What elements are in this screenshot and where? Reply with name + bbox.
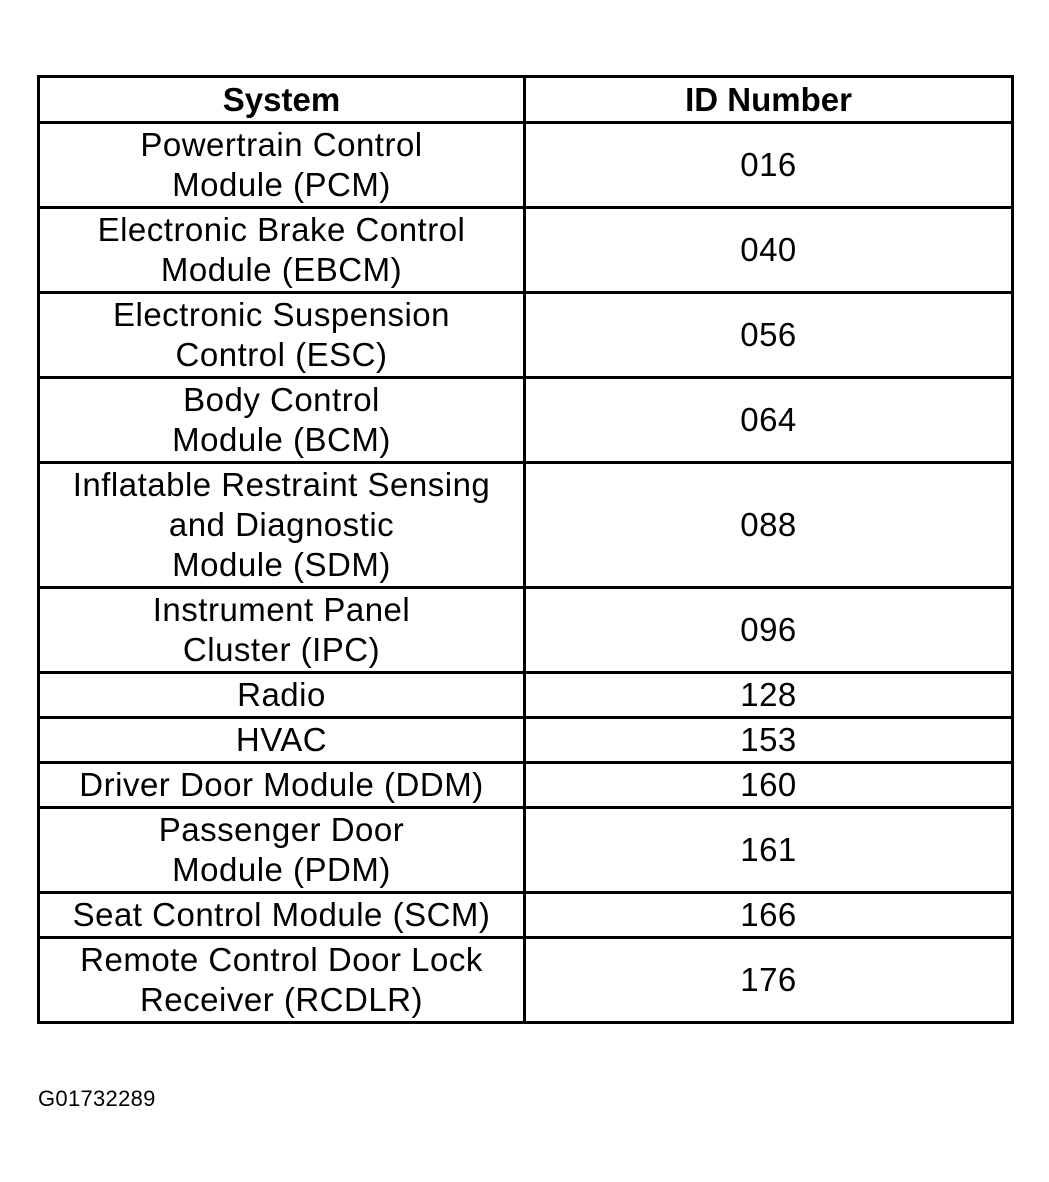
system-cell: [39, 763, 525, 808]
table-row: [39, 673, 1013, 718]
system-cell: [39, 208, 525, 293]
table-row: [39, 893, 1013, 938]
id-cell: 166: [525, 893, 1013, 938]
system-cell: [39, 293, 525, 378]
system-cell: [39, 463, 525, 588]
module-id-table: [37, 75, 1014, 1024]
system-line: Electronic Brake Control: [97, 211, 466, 248]
id-cell: 056: [525, 293, 1013, 378]
system-line: Instrument Panel: [152, 591, 411, 628]
system-cell: [39, 893, 525, 938]
table-row: [39, 293, 1013, 378]
table-row: [39, 208, 1013, 293]
system-line: and Diagnostic: [168, 506, 395, 543]
id-cell: 160: [525, 763, 1013, 808]
id-cell: 161: [525, 808, 1013, 893]
system-line: Module (PCM): [172, 166, 391, 203]
system-cell: [39, 808, 525, 893]
system-line: Electronic Suspension: [112, 296, 451, 333]
header-id-number: ID Number: [525, 77, 1013, 123]
table-row: [39, 808, 1013, 893]
system-line: Receiver (RCDLR): [139, 981, 424, 1018]
id-cell: 064: [525, 378, 1013, 463]
system-cell: [39, 938, 525, 1023]
id-cell: 016: [525, 123, 1013, 208]
table-header-row: [39, 77, 1013, 123]
system-line: Cluster (IPC): [182, 631, 381, 668]
header-system: System: [39, 77, 525, 123]
system-line: Driver Door Module (DDM): [79, 766, 484, 803]
id-cell: 128: [525, 673, 1013, 718]
system-line: Remote Control Door Lock: [80, 941, 483, 978]
table-row: [39, 123, 1013, 208]
id-cell: 088: [525, 463, 1013, 588]
system-line: Seat Control Module (SCM): [72, 896, 491, 933]
system-cell: [39, 378, 525, 463]
system-line: Radio: [237, 676, 326, 713]
table-row: [39, 938, 1013, 1023]
system-line: Control (ESC): [175, 336, 388, 373]
system-cell: [39, 123, 525, 208]
system-line: Inflatable Restraint Sensing: [72, 466, 491, 503]
system-line: Module (SDM): [172, 546, 391, 583]
id-cell: 176: [525, 938, 1013, 1023]
system-cell: [39, 673, 525, 718]
system-cell: [39, 718, 525, 763]
table-row: [39, 763, 1013, 808]
table-row: [39, 588, 1013, 673]
system-line: HVAC: [235, 721, 328, 758]
system-line: Module (BCM): [172, 421, 391, 458]
system-line: Passenger Door: [158, 811, 405, 848]
system-line: Module (EBCM): [160, 251, 403, 288]
table-row: [39, 718, 1013, 763]
figure-code: G01732289: [38, 1086, 156, 1111]
system-line: Body Control: [183, 381, 380, 418]
table-row: [39, 378, 1013, 463]
system-line: Powertrain Control: [140, 126, 423, 163]
id-cell: 040: [525, 208, 1013, 293]
system-line: Module (PDM): [172, 851, 391, 888]
id-cell: 153: [525, 718, 1013, 763]
id-cell: 096: [525, 588, 1013, 673]
table-row: [39, 463, 1013, 588]
system-cell: [39, 588, 525, 673]
